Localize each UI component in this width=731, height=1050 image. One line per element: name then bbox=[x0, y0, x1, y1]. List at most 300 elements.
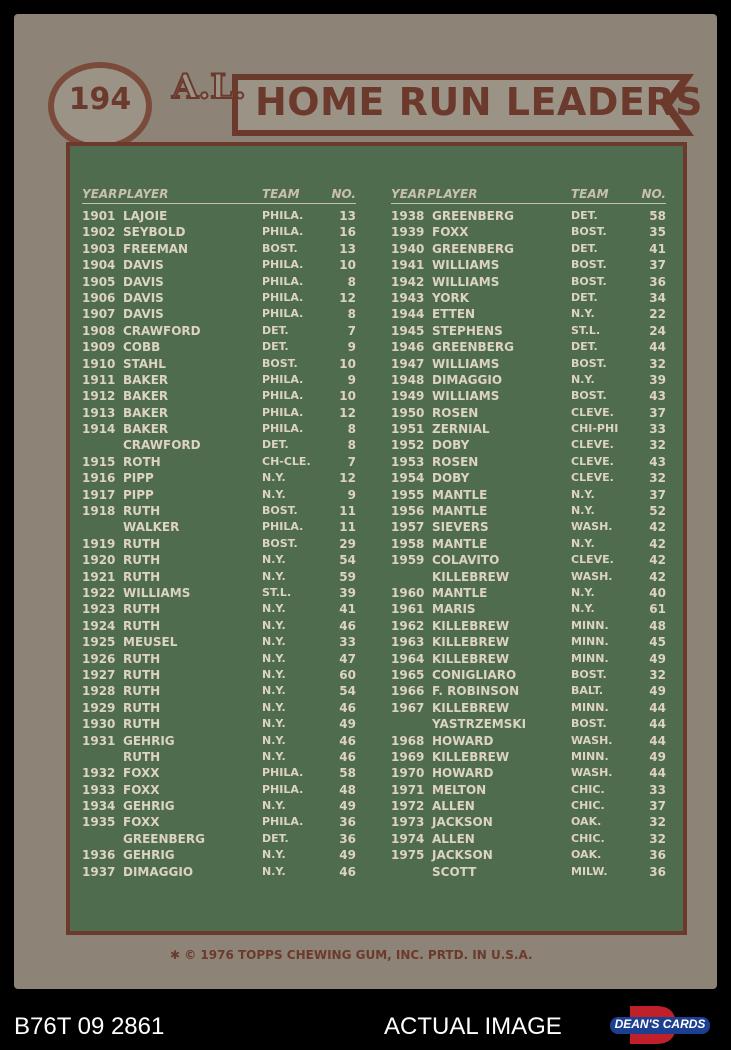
row-home-runs: 44 bbox=[649, 717, 666, 732]
row-home-runs: 58 bbox=[339, 766, 356, 781]
row-team: N.Y. bbox=[262, 553, 286, 567]
header-team: TEAM bbox=[571, 187, 609, 201]
row-year: 1938 bbox=[391, 209, 425, 223]
table-row bbox=[391, 356, 666, 372]
row-home-runs: 52 bbox=[649, 504, 666, 519]
row-team: PHILA. bbox=[262, 422, 304, 436]
row-team: OAK. bbox=[571, 815, 602, 829]
row-player: RUTH bbox=[123, 667, 161, 682]
table-row bbox=[391, 552, 666, 568]
row-year: 1950 bbox=[391, 405, 425, 420]
header-year: YEAR bbox=[82, 187, 118, 201]
row-team: N.Y. bbox=[571, 307, 595, 321]
table-row bbox=[82, 765, 356, 781]
row-player: DAVIS bbox=[123, 258, 164, 273]
row-team: PHILA. bbox=[262, 290, 304, 304]
row-home-runs: 37 bbox=[649, 258, 666, 273]
row-year: 1927 bbox=[82, 667, 116, 682]
table-row bbox=[82, 618, 356, 634]
row-player: GEHRIG bbox=[123, 733, 175, 748]
row-home-runs: 32 bbox=[649, 438, 666, 453]
row-year: 1903 bbox=[82, 241, 116, 256]
row-home-runs: 41 bbox=[339, 602, 356, 617]
table-row bbox=[391, 814, 666, 830]
row-home-runs: 59 bbox=[339, 569, 356, 584]
header-no: NO. bbox=[331, 187, 356, 201]
row-player: RUTH bbox=[123, 569, 161, 584]
row-team: PHILA. bbox=[262, 766, 304, 780]
row-player: CRAWFORD bbox=[123, 323, 201, 338]
row-year: 1968 bbox=[391, 733, 425, 748]
row-team: BOST. bbox=[571, 225, 607, 239]
row-year: 1961 bbox=[391, 602, 425, 617]
row-player: WILLIAMS bbox=[432, 258, 500, 273]
row-home-runs: 9 bbox=[347, 372, 356, 387]
row-year: 1921 bbox=[82, 569, 116, 584]
row-home-runs: 48 bbox=[649, 618, 666, 633]
row-team: MINN. bbox=[571, 618, 609, 632]
row-home-runs: 54 bbox=[339, 553, 356, 568]
row-home-runs: 49 bbox=[649, 749, 666, 764]
row-player: DOBY bbox=[432, 471, 470, 486]
row-home-runs: 60 bbox=[339, 667, 356, 682]
row-year: 1946 bbox=[391, 340, 425, 355]
table-row bbox=[391, 503, 666, 519]
row-year: 1966 bbox=[391, 684, 425, 699]
row-team: DET. bbox=[571, 241, 598, 255]
table-row bbox=[391, 798, 666, 814]
row-year: 1969 bbox=[391, 749, 425, 764]
row-player: STEPHENS bbox=[432, 323, 503, 338]
row-home-runs: 46 bbox=[339, 864, 356, 879]
row-team: N.Y. bbox=[262, 487, 286, 501]
row-team: CHIC. bbox=[571, 782, 605, 796]
table-row bbox=[391, 339, 666, 355]
row-team: BOST. bbox=[571, 274, 607, 288]
row-player: GEHRIG bbox=[123, 848, 175, 863]
row-year: 1962 bbox=[391, 618, 425, 633]
row-player: CONIGLIARO bbox=[432, 667, 517, 682]
table-row bbox=[391, 274, 666, 290]
row-year: 1901 bbox=[82, 209, 116, 223]
row-home-runs: 13 bbox=[339, 209, 356, 223]
row-year: 1954 bbox=[391, 471, 425, 486]
row-team: PHILA. bbox=[262, 307, 304, 321]
row-team: N.Y. bbox=[262, 684, 286, 698]
row-home-runs: 49 bbox=[649, 684, 666, 699]
row-team: DET. bbox=[262, 323, 289, 337]
row-home-runs: 8 bbox=[347, 307, 356, 322]
row-year: 1902 bbox=[82, 225, 116, 240]
row-player: CRAWFORD bbox=[123, 438, 201, 453]
row-player: RUTH bbox=[123, 504, 161, 519]
row-home-runs: 49 bbox=[339, 799, 356, 814]
row-home-runs: 46 bbox=[339, 618, 356, 633]
row-team: N.Y. bbox=[262, 635, 286, 649]
row-year: 1905 bbox=[82, 274, 116, 289]
row-team: DET. bbox=[262, 438, 289, 452]
row-year: 1931 bbox=[82, 733, 116, 748]
table-row bbox=[391, 765, 666, 781]
row-team: PHILA. bbox=[262, 782, 304, 796]
row-player: LAJOIE bbox=[123, 209, 168, 223]
table-row bbox=[82, 503, 356, 519]
table-row bbox=[391, 733, 666, 749]
row-home-runs: 36 bbox=[649, 274, 666, 289]
row-home-runs: 40 bbox=[649, 585, 666, 600]
row-team: N.Y. bbox=[571, 585, 595, 599]
left-rows bbox=[82, 204, 356, 880]
table-row bbox=[391, 864, 666, 880]
row-team: DET. bbox=[571, 290, 598, 304]
row-team: PHILA. bbox=[262, 389, 304, 403]
row-team: N.Y. bbox=[262, 618, 286, 632]
row-player: DAVIS bbox=[123, 307, 164, 322]
table-row bbox=[391, 618, 666, 634]
table-row bbox=[82, 798, 356, 814]
actual-image-label: ACTUAL IMAGE bbox=[384, 1013, 562, 1040]
copyright-line: ✱ © 1976 TOPPS CHEWING GUM, INC. PRTD. IN U.S.A. bbox=[170, 948, 533, 962]
row-home-runs: 8 bbox=[347, 422, 356, 437]
row-home-runs: 34 bbox=[649, 290, 666, 305]
row-player: BAKER bbox=[123, 422, 169, 437]
row-home-runs: 42 bbox=[649, 553, 666, 568]
row-year: 1937 bbox=[82, 864, 116, 879]
row-player: ZERNIAL bbox=[432, 422, 490, 437]
row-home-runs: 22 bbox=[649, 307, 666, 322]
table-row bbox=[82, 552, 356, 568]
row-home-runs: 41 bbox=[649, 241, 666, 256]
row-home-runs: 61 bbox=[649, 602, 666, 617]
table-row bbox=[391, 405, 666, 421]
row-year: 1955 bbox=[391, 487, 425, 502]
header-no: NO. bbox=[641, 187, 666, 201]
row-year: 1956 bbox=[391, 504, 425, 519]
row-year: 1973 bbox=[391, 815, 425, 830]
row-year: 1974 bbox=[391, 831, 425, 846]
row-team: N.Y. bbox=[262, 651, 286, 665]
row-team: WASH. bbox=[571, 520, 613, 534]
table-row bbox=[391, 208, 666, 224]
table-row bbox=[391, 700, 666, 716]
table-row bbox=[391, 601, 666, 617]
row-player: WILLIAMS bbox=[432, 356, 500, 371]
row-home-runs: 36 bbox=[649, 848, 666, 863]
row-home-runs: 58 bbox=[649, 209, 666, 223]
row-player: ROSEN bbox=[432, 405, 479, 420]
row-year: 1919 bbox=[82, 536, 116, 551]
table-row bbox=[82, 814, 356, 830]
row-home-runs: 13 bbox=[339, 241, 356, 256]
row-player: KILLEBREW bbox=[432, 635, 510, 650]
table-row bbox=[391, 470, 666, 486]
row-home-runs: 39 bbox=[649, 372, 666, 387]
row-year: 1916 bbox=[82, 471, 116, 486]
card-number: 194 bbox=[68, 82, 132, 117]
row-year: 1914 bbox=[82, 422, 116, 437]
row-year: 1963 bbox=[391, 635, 425, 650]
row-year: 1941 bbox=[391, 258, 425, 273]
row-player: DIMAGGIO bbox=[432, 372, 503, 387]
row-team: N.Y. bbox=[262, 717, 286, 731]
row-player: GEHRIG bbox=[123, 799, 175, 814]
row-home-runs: 16 bbox=[339, 225, 356, 240]
row-home-runs: 12 bbox=[339, 405, 356, 420]
row-team: MINN. bbox=[571, 635, 609, 649]
row-home-runs: 36 bbox=[339, 815, 356, 830]
row-team: DET. bbox=[262, 340, 289, 354]
row-player: COBB bbox=[123, 340, 161, 355]
table-row bbox=[82, 372, 356, 388]
row-team: WASH. bbox=[571, 569, 613, 583]
row-year: 1907 bbox=[82, 307, 116, 322]
row-home-runs: 42 bbox=[649, 520, 666, 535]
row-player: JACKSON bbox=[432, 815, 493, 830]
row-team: N.Y. bbox=[571, 372, 595, 386]
row-player: PIPP bbox=[123, 471, 154, 486]
row-team: PHILA. bbox=[262, 209, 304, 222]
row-team: PHILA. bbox=[262, 520, 304, 534]
row-team: OAK. bbox=[571, 848, 602, 862]
row-team: CLEVE. bbox=[571, 405, 614, 419]
row-player: RUTH bbox=[123, 536, 161, 551]
row-year: 1911 bbox=[82, 372, 116, 387]
row-home-runs: 42 bbox=[649, 536, 666, 551]
row-year: 1923 bbox=[82, 602, 116, 617]
row-player: MANTLE bbox=[432, 536, 488, 551]
row-player: YASTRZEMSKI bbox=[432, 717, 527, 732]
row-team: PHILA. bbox=[262, 258, 304, 272]
row-home-runs: 44 bbox=[649, 340, 666, 355]
table-row bbox=[82, 487, 356, 503]
row-player: DIMAGGIO bbox=[123, 864, 194, 879]
row-home-runs: 46 bbox=[339, 733, 356, 748]
table-row bbox=[82, 683, 356, 699]
row-player: MANTLE bbox=[432, 487, 488, 502]
row-player: ALLEN bbox=[432, 799, 475, 814]
table-row bbox=[391, 634, 666, 650]
table-row bbox=[391, 372, 666, 388]
row-player: WILLIAMS bbox=[432, 389, 500, 404]
row-year: 1943 bbox=[391, 290, 425, 305]
row-team: BOST. bbox=[571, 667, 607, 681]
row-player: GREENBERG bbox=[123, 831, 205, 846]
table-row bbox=[82, 306, 356, 322]
row-year: 1915 bbox=[82, 454, 116, 469]
table-row bbox=[82, 733, 356, 749]
row-player: RUTH bbox=[123, 602, 161, 617]
row-team: N.Y. bbox=[571, 536, 595, 550]
table-row bbox=[391, 831, 666, 847]
table-row bbox=[391, 749, 666, 765]
table-row bbox=[82, 290, 356, 306]
league-mark: A.L. bbox=[172, 67, 246, 107]
row-home-runs: 46 bbox=[339, 749, 356, 764]
row-team: N.Y. bbox=[262, 667, 286, 681]
table-row bbox=[82, 470, 356, 486]
row-home-runs: 10 bbox=[339, 389, 356, 404]
row-home-runs: 46 bbox=[339, 700, 356, 715]
row-team: N.Y. bbox=[262, 471, 286, 485]
row-year: 1933 bbox=[82, 782, 116, 797]
row-team: ST.L. bbox=[571, 323, 601, 337]
header-team: TEAM bbox=[262, 187, 300, 201]
row-player: MANTLE bbox=[432, 504, 488, 519]
row-year: 1932 bbox=[82, 766, 116, 781]
row-home-runs: 44 bbox=[649, 766, 666, 781]
row-player: JACKSON bbox=[432, 848, 493, 863]
row-year: 1958 bbox=[391, 536, 425, 551]
row-home-runs: 7 bbox=[347, 323, 356, 338]
row-year: 1975 bbox=[391, 848, 425, 863]
table-row bbox=[391, 585, 666, 601]
row-player: FREEMAN bbox=[123, 241, 189, 256]
table-row bbox=[391, 487, 666, 503]
row-home-runs: 49 bbox=[339, 717, 356, 732]
row-home-runs: 29 bbox=[339, 536, 356, 551]
table-row bbox=[82, 257, 356, 273]
row-home-runs: 48 bbox=[339, 782, 356, 797]
row-year: 1942 bbox=[391, 274, 425, 289]
row-team: N.Y. bbox=[262, 569, 286, 583]
table-row bbox=[82, 241, 356, 257]
row-year: 1939 bbox=[391, 225, 425, 240]
row-year: 1947 bbox=[391, 356, 425, 371]
table-row bbox=[391, 683, 666, 699]
row-home-runs: 32 bbox=[649, 815, 666, 830]
row-player: FOXX bbox=[123, 766, 160, 781]
row-player: ROTH bbox=[123, 454, 161, 469]
row-player: GREENBERG bbox=[432, 241, 514, 256]
row-home-runs: 37 bbox=[649, 799, 666, 814]
row-player: MANTLE bbox=[432, 585, 488, 600]
row-home-runs: 9 bbox=[347, 487, 356, 502]
row-player: BAKER bbox=[123, 405, 169, 420]
row-team: N.Y. bbox=[262, 700, 286, 714]
table-row bbox=[391, 847, 666, 863]
row-team: N.Y. bbox=[262, 749, 286, 763]
row-team: BOST. bbox=[571, 389, 607, 403]
header-player: PLAYER bbox=[427, 187, 478, 201]
row-home-runs: 32 bbox=[649, 831, 666, 846]
row-player: RUTH bbox=[123, 717, 161, 732]
row-player: GREENBERG bbox=[432, 340, 514, 355]
row-home-runs: 7 bbox=[347, 454, 356, 469]
row-home-runs: 24 bbox=[649, 323, 666, 338]
row-home-runs: 54 bbox=[339, 684, 356, 699]
table-row bbox=[82, 847, 356, 863]
row-player: F. ROBINSON bbox=[432, 684, 520, 699]
row-year: 1971 bbox=[391, 782, 425, 797]
row-year: 1970 bbox=[391, 766, 425, 781]
header-year: YEAR bbox=[391, 187, 427, 201]
row-home-runs: 11 bbox=[339, 520, 356, 535]
row-home-runs: 36 bbox=[649, 864, 666, 879]
row-team: WASH. bbox=[571, 766, 613, 780]
row-year: 1906 bbox=[82, 290, 116, 305]
row-player: RUTH bbox=[123, 618, 161, 633]
row-year: 1909 bbox=[82, 340, 116, 355]
header-player: PLAYER bbox=[118, 187, 169, 201]
row-year: 1960 bbox=[391, 585, 425, 600]
row-team: N.Y. bbox=[262, 799, 286, 813]
row-player: RUTH bbox=[123, 749, 161, 764]
row-player: DOBY bbox=[432, 438, 470, 453]
row-team: PHILA. bbox=[262, 372, 304, 386]
row-player: HOWARD bbox=[432, 733, 494, 748]
row-player: RUTH bbox=[123, 684, 161, 699]
table-row bbox=[391, 454, 666, 470]
row-team: PHILA. bbox=[262, 405, 304, 419]
table-row bbox=[82, 651, 356, 667]
row-player: SIEVERS bbox=[432, 520, 489, 535]
table-row bbox=[82, 782, 356, 798]
row-player: MARIS bbox=[432, 602, 476, 617]
row-home-runs: 49 bbox=[649, 651, 666, 666]
row-player: KILLEBREW bbox=[432, 651, 510, 666]
table-row bbox=[82, 323, 356, 339]
row-year: 1964 bbox=[391, 651, 425, 666]
table-row bbox=[82, 716, 356, 732]
row-home-runs: 8 bbox=[347, 438, 356, 453]
row-year: 1935 bbox=[82, 815, 116, 830]
row-player: RUTH bbox=[123, 700, 161, 715]
table-row bbox=[82, 274, 356, 290]
row-home-runs: 10 bbox=[339, 258, 356, 273]
row-year: 1924 bbox=[82, 618, 116, 633]
row-player: BAKER bbox=[123, 389, 169, 404]
row-year: 1910 bbox=[82, 356, 116, 371]
row-team: CLEVE. bbox=[571, 553, 614, 567]
table-row bbox=[82, 569, 356, 585]
row-home-runs: 44 bbox=[649, 700, 666, 715]
row-home-runs: 43 bbox=[649, 389, 666, 404]
row-player: KILLEBREW bbox=[432, 618, 510, 633]
row-team: MINN. bbox=[571, 700, 609, 714]
row-player: BAKER bbox=[123, 372, 169, 387]
row-team: MINN. bbox=[571, 749, 609, 763]
row-team: MINN. bbox=[571, 651, 609, 665]
deans-cards-logo-text: DEAN'S CARDS bbox=[614, 1017, 706, 1031]
row-year: 1949 bbox=[391, 389, 425, 404]
row-year: 1944 bbox=[391, 307, 425, 322]
row-player: SEYBOLD bbox=[123, 225, 186, 240]
table-row bbox=[82, 405, 356, 421]
table-row bbox=[391, 569, 666, 585]
row-year: 1952 bbox=[391, 438, 425, 453]
row-team: BOST. bbox=[262, 241, 298, 255]
table-row bbox=[391, 421, 666, 437]
row-team: N.Y. bbox=[262, 733, 286, 747]
row-year: 1948 bbox=[391, 372, 425, 387]
row-team: PHILA. bbox=[262, 274, 304, 288]
row-team: CLEVE. bbox=[571, 471, 614, 485]
inventory-code: B76T 09 2861 bbox=[14, 1013, 165, 1040]
row-home-runs: 35 bbox=[649, 225, 666, 240]
table-row bbox=[391, 716, 666, 732]
row-year: 1967 bbox=[391, 700, 425, 715]
table-row bbox=[82, 454, 356, 470]
row-home-runs: 45 bbox=[649, 635, 666, 650]
row-team: N.Y. bbox=[262, 602, 286, 616]
row-year: 1929 bbox=[82, 700, 116, 715]
table-row bbox=[391, 519, 666, 535]
table-row bbox=[82, 749, 356, 765]
row-home-runs: 43 bbox=[649, 454, 666, 469]
row-player: YORK bbox=[432, 290, 470, 305]
row-team: CHIC. bbox=[571, 831, 605, 845]
table-row bbox=[82, 536, 356, 552]
